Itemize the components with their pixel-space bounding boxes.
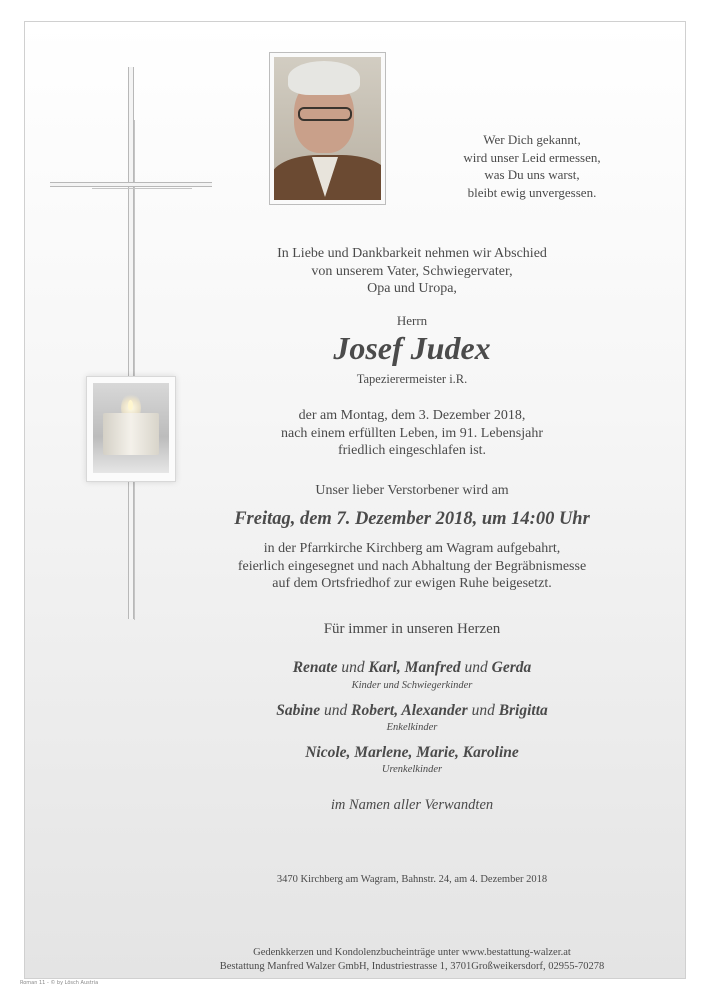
funeral-date: Freitag, dem 7. Dezember 2018, um 14:00 Uhr xyxy=(234,509,590,529)
deceased-title: Tapezierermeister i.R. xyxy=(356,372,468,386)
deceased-name: Josef Judex xyxy=(333,330,491,366)
family-line-children: Renate und Karl, Manfred und Gerda xyxy=(292,659,532,676)
cross-horizontal-line xyxy=(92,188,192,189)
family-line-grandchildren: Sabine und Robert, Alexander und Brigitta xyxy=(276,702,548,719)
funeral-text: in der Pfarrkirche Kirchberg am Wagram aufgebahrt, feierlich eingesegnet und nach Abhaltung der Begräbnismesse auf dem Ortsfriedhof zur ewigen Ruhe beigesetzt. xyxy=(237,541,587,591)
candle-photo xyxy=(86,376,176,482)
credit: Roman 11 - © by Lösch Austria xyxy=(20,980,99,986)
funeral-intro: Unser lieber Verstorbener wird am xyxy=(315,483,509,498)
footer: Gedenkkerzen und Kondolenzbucheinträge unter www.bestattung-walzer.at Bestattung Manfred Walzer GmbH, Industriestrasse 1, 3701Großweikersdorf, 02955-70278 xyxy=(219,947,605,972)
place-date: 3470 Kirchberg am Wagram, Bahnstr. 24, am 4. Dezember 2018 xyxy=(276,874,548,885)
candle-icon xyxy=(103,413,159,455)
cross-vertical-line xyxy=(134,120,135,620)
intro-text: In Liebe und Dankbarkeit nehmen wir Abschied von unserem Vater, Schwiegervater, Opa und Uropa, xyxy=(277,246,547,296)
relation-grandchildren: Enkelkinder xyxy=(386,722,438,733)
forever-text: Für immer in unseren Herzen xyxy=(323,621,501,637)
salutation: Herrn xyxy=(396,313,428,328)
relation-children: Kinder und Schwiegerkinder xyxy=(351,680,473,691)
relation-great-grandchildren: Urenkelkinder xyxy=(381,764,443,775)
portrait-photo xyxy=(269,52,386,205)
death-text: der am Montag, dem 3. Dezember 2018, nach einem erfüllten Leben, im 91. Lebensjahr friedlich eingeschlafen ist. xyxy=(280,408,543,458)
family-line-great-grandchildren: Nicole, Marlene, Marie, Karoline xyxy=(305,744,519,761)
relatives-text: im Namen aller Verwandten xyxy=(330,797,494,813)
cross-horizontal-bar xyxy=(50,182,212,187)
memorial-poem: Wer Dich gekannt, wird unser Leid ermessen, was Du uns warst, bleibt ewig unvergessen. xyxy=(463,132,601,200)
flame-icon xyxy=(128,400,133,410)
